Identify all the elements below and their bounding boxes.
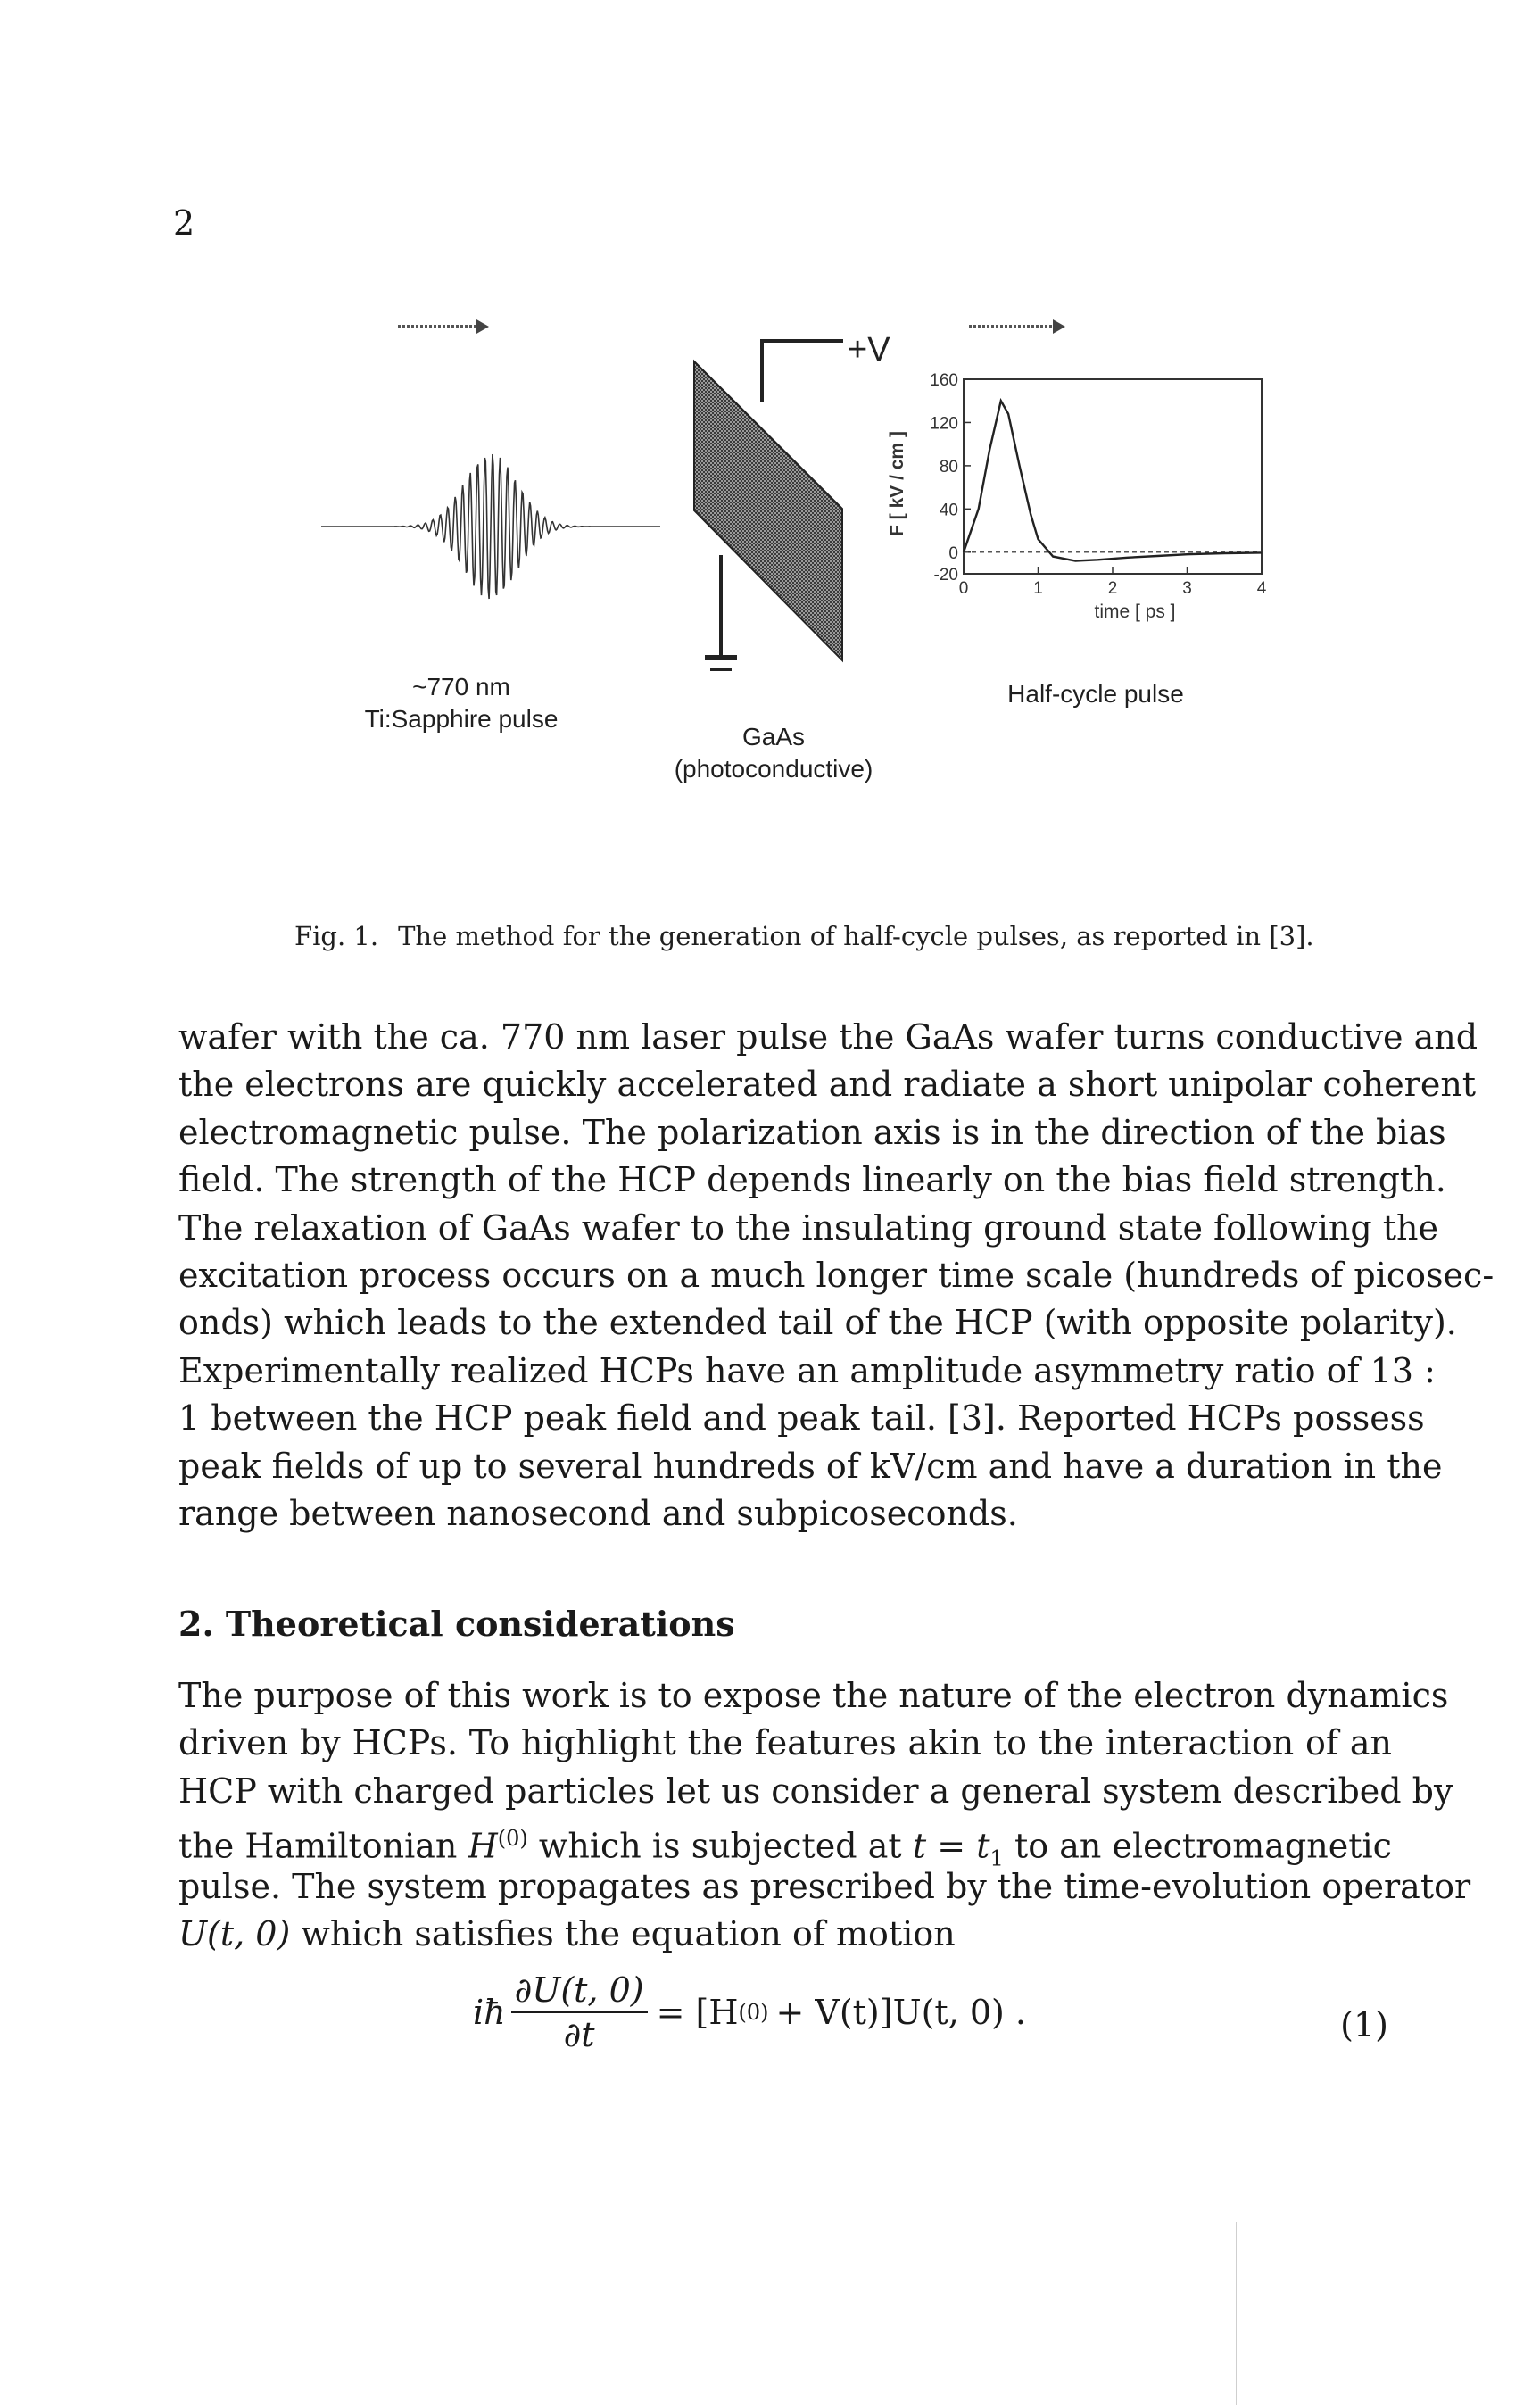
text-line xyxy=(178,1815,1392,1871)
hcp-propagation-arrow xyxy=(969,319,1065,334)
chart-frame xyxy=(964,379,1262,574)
section-heading: 2. Theoretical considerations xyxy=(178,1604,735,1644)
scan-artifact-line xyxy=(1236,2222,1237,2405)
text-fragment: which satisfies the equation of motion xyxy=(301,1913,956,1953)
hcp-label: Half-cycle pulse xyxy=(1007,680,1184,708)
x-tick-label: 4 xyxy=(1256,579,1267,598)
figure-caption-text: The method for the generation of half-cycle pulses, as reported in [3]. xyxy=(398,921,1314,951)
text-fragment: the Hamiltonian xyxy=(178,1826,458,1866)
wafer-label-type: (photoconductive) xyxy=(674,755,873,783)
y-tick-label: 0 xyxy=(948,543,958,563)
hamiltonian-symbol: H xyxy=(468,1826,498,1866)
operator-symbol: U(t, 0) xyxy=(178,1913,291,1953)
text-line: wafer with the ca. 770 nm laser pulse the GaAs wafer turns conductive and xyxy=(178,1017,1478,1057)
laser-label-source: Ti:Sapphire pulse xyxy=(364,705,559,733)
laser-propagation-arrow xyxy=(398,319,489,334)
text-fragment: which is subjected at xyxy=(538,1826,902,1866)
equation-1 xyxy=(473,1972,1026,2053)
text-line: 1 between the HCP peak field and peak tail. [3]. Reported HCPs possess xyxy=(178,1398,1425,1439)
equation-denominator: ∂t xyxy=(563,2015,595,2054)
laser-label-wavelength: ~770 nm xyxy=(412,673,510,701)
text-line: range between nanosecond and subpicoseconds. xyxy=(178,1493,1018,1533)
equals-sign: = xyxy=(937,1826,966,1866)
text-line: onds) which leads to the extended tail of the HCP (with opposite polarity). xyxy=(178,1303,1457,1343)
text-line: The purpose of this work is to expose the nature of the electron dynamics xyxy=(178,1676,1449,1715)
text-line: Experimentally realized HCPs have an amplitude asymmetry ratio of 13 : xyxy=(178,1350,1436,1390)
text-line: pulse. The system propagates as prescribed by the time-evolution operator xyxy=(178,1866,1471,1906)
laser-pulse-waveform xyxy=(321,454,660,599)
equation-prefix: iħ xyxy=(473,1993,506,2032)
x-tick-label: 1 xyxy=(1033,579,1043,598)
equation-rhs-superscript: (0) xyxy=(738,2000,769,2025)
y-tick-label: 120 xyxy=(930,414,958,434)
y-tick-label: 40 xyxy=(939,501,958,520)
y-tick-label: 160 xyxy=(930,371,958,390)
text-line: electromagnetic pulse. The polarization axis is in the direction of the bias xyxy=(178,1112,1446,1152)
gaas-wafer-diagram xyxy=(694,341,843,669)
time-value: t xyxy=(976,1826,990,1866)
y-tick-label: 80 xyxy=(939,457,958,477)
y-tick-label: -20 xyxy=(933,566,958,585)
figure-number: Fig. 1. xyxy=(294,921,379,951)
gaas-wafer xyxy=(694,361,842,660)
hcp-series-line xyxy=(964,401,1262,560)
text-line: field. The strength of the HCP depends linearly on the bias field strength. xyxy=(178,1160,1446,1200)
figure-caption xyxy=(294,921,1314,951)
page-number: 2 xyxy=(173,203,195,243)
x-tick-label: 0 xyxy=(958,579,969,598)
hcp-chart xyxy=(887,371,1267,622)
time-subscript: 1 xyxy=(989,1845,1004,1871)
chart-xlabel: time [ ps ] xyxy=(1094,601,1176,622)
text-fragment: to an electromagnetic xyxy=(1014,1826,1392,1866)
text-line: HCP with charged particles let us consider a general system described by xyxy=(178,1771,1453,1811)
bias-wire xyxy=(762,341,843,402)
equation-rhs-a: = [H xyxy=(656,1993,739,2032)
text-line: the electrons are quickly accelerated and radiate a short unipolar coherent xyxy=(178,1065,1477,1105)
equation-number: (1) xyxy=(1340,2005,1388,2044)
text-line: The relaxation of GaAs wafer to the insulating ground state following the xyxy=(178,1207,1438,1248)
equation-fraction xyxy=(511,1972,648,2053)
laser-label xyxy=(332,671,591,735)
text-line: peak fields of up to several hundreds of kV/cm and have a duration in the xyxy=(178,1446,1443,1486)
time-variable: t xyxy=(912,1826,927,1866)
chart-ylabel: F [ kV / cm ] xyxy=(887,431,907,536)
equation-rhs-b: + V(t)]U(t, 0) . xyxy=(775,1993,1027,2032)
hamiltonian-superscript: (0) xyxy=(497,1826,528,1852)
text-line xyxy=(178,1911,1392,1958)
x-tick-label: 2 xyxy=(1107,579,1118,598)
wafer-label-material: GaAs xyxy=(741,723,806,751)
paragraph-2 xyxy=(178,1672,1471,1958)
x-tick-label: 3 xyxy=(1182,579,1192,598)
text-line: driven by HCPs. To highlight the features akin to the interaction of an xyxy=(178,1723,1392,1763)
wafer-label xyxy=(635,721,912,785)
paragraph-1 xyxy=(178,1014,1494,1538)
text-line: excitation process occurs on a much longer time scale (hundreds of picosec- xyxy=(178,1255,1494,1295)
figure xyxy=(0,0,1540,803)
equation-numerator: ∂U(t, 0) xyxy=(511,1972,648,2013)
bias-voltage-label: +V xyxy=(848,331,890,369)
